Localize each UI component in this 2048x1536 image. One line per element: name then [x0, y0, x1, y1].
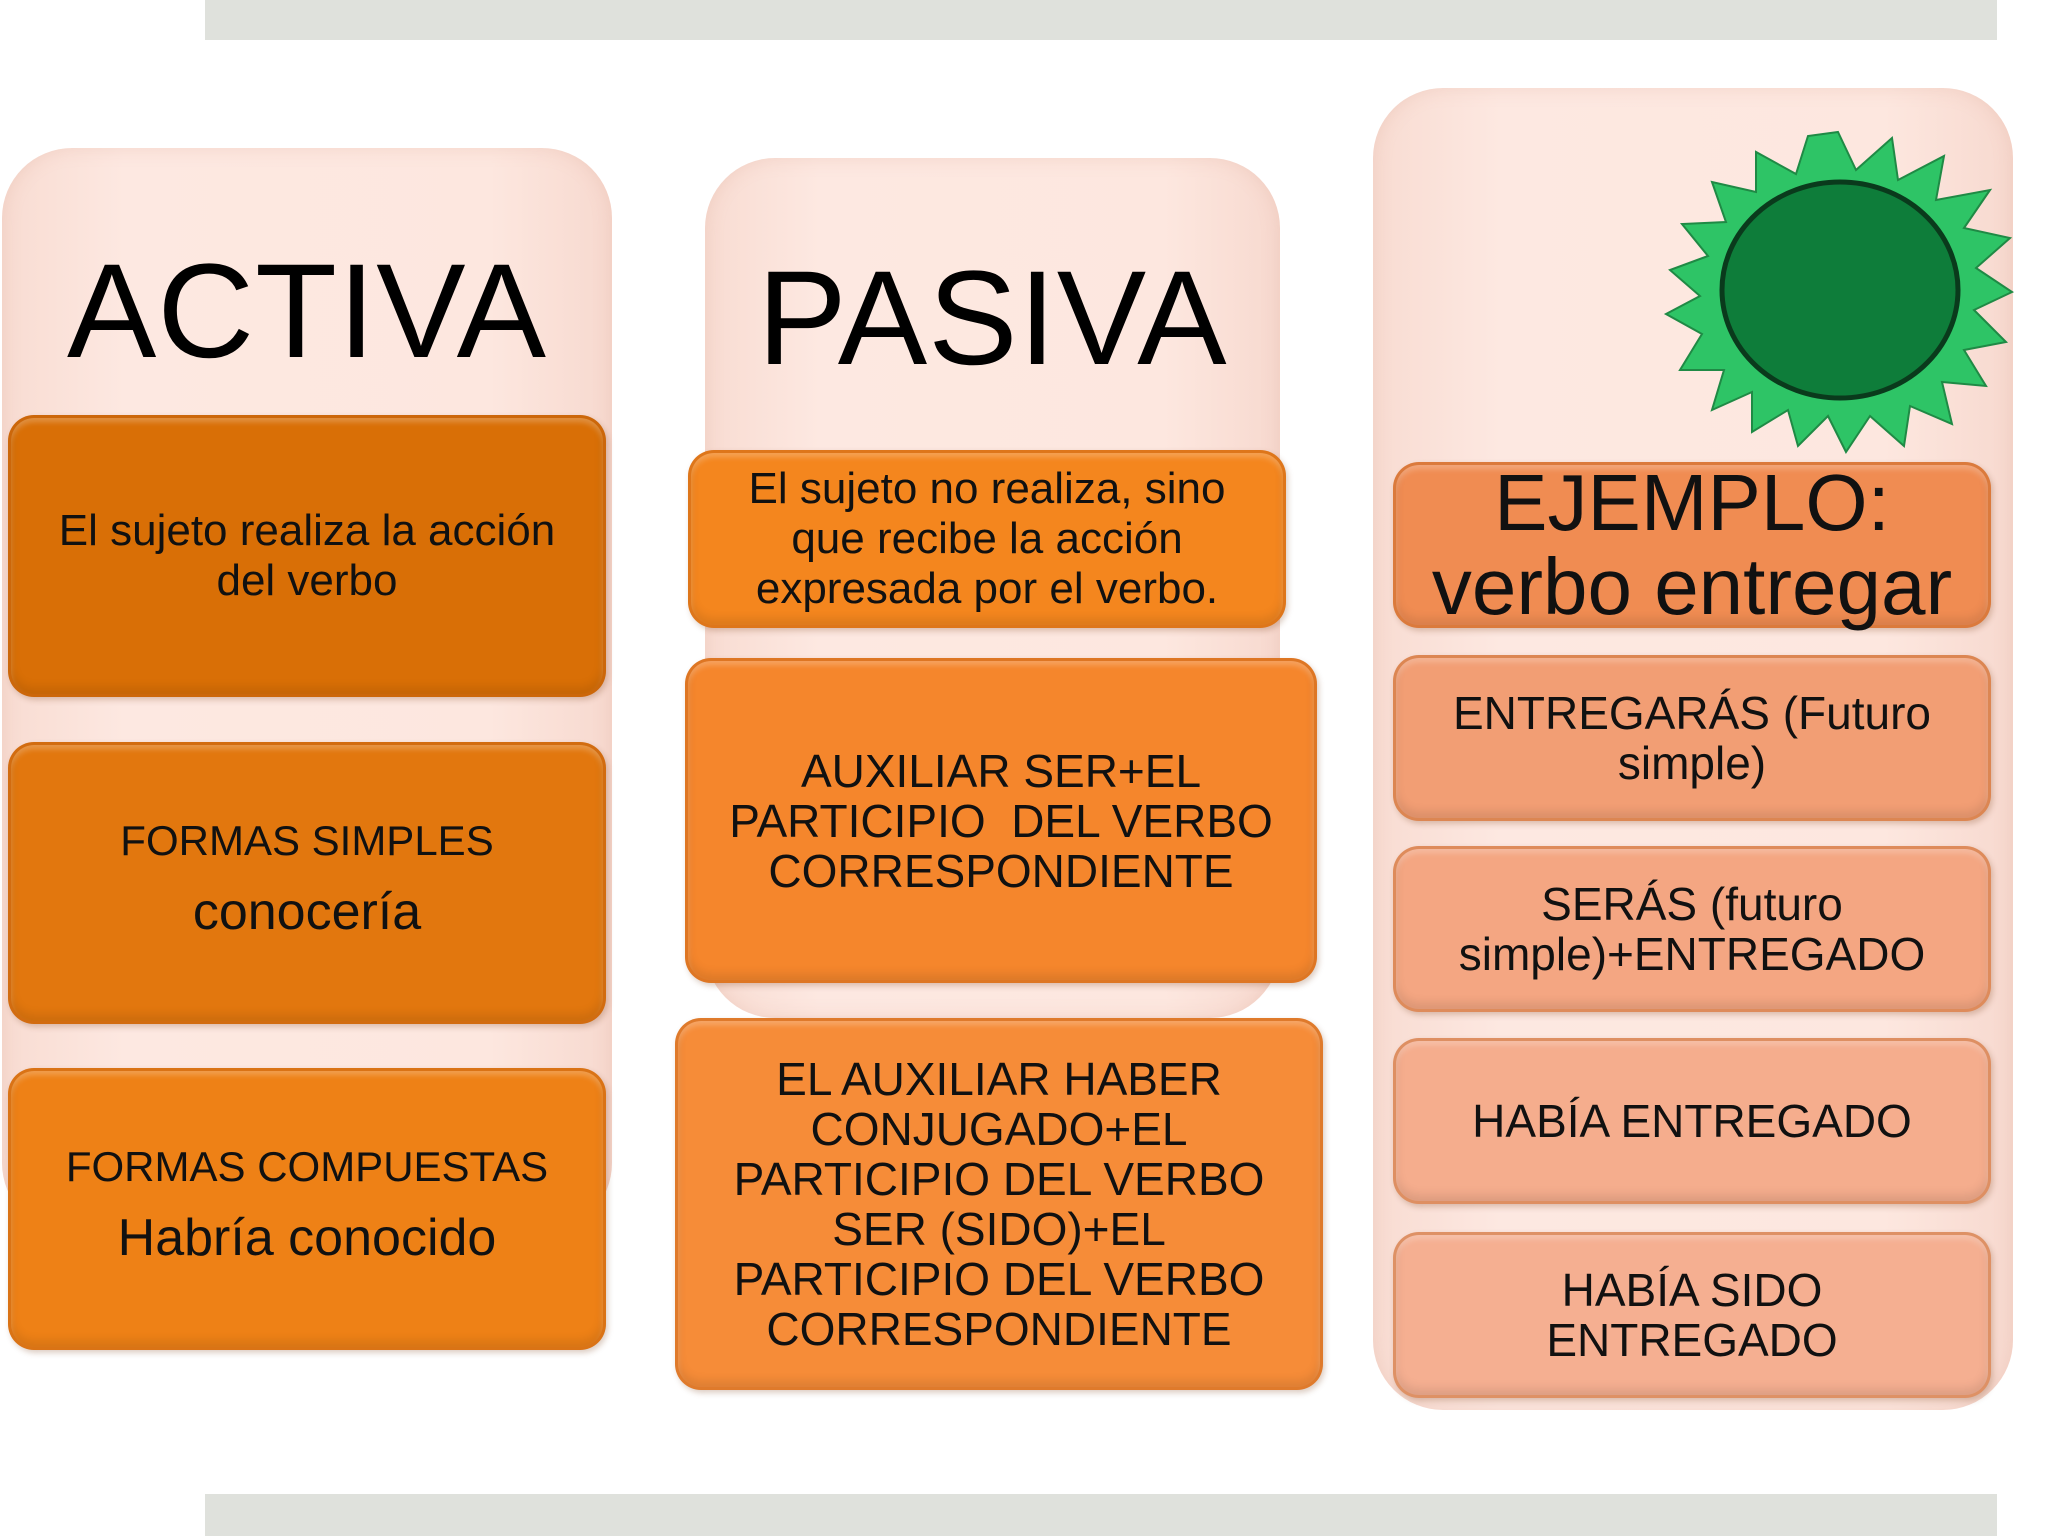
pasiva-simple-text: AUXILIAR SER+EL PARTICIPIO DEL VERBO CORRESPONDIENTE: [729, 744, 1286, 897]
ejemplo-item-2: [1393, 846, 1991, 1012]
pasiva-definition-box: [688, 450, 1286, 628]
pasiva-compuesta-box: [675, 1018, 1323, 1390]
ejemplo-item-1-text: ENTREGARÁS (Futuro simple): [1453, 687, 1931, 789]
green-sun-icon: [1660, 120, 2015, 455]
ejemplo-item-4: [1393, 1232, 1991, 1398]
sun-core: [1722, 182, 1958, 398]
activa-simple-example: conocería: [192, 883, 422, 941]
ejemplo-item-3: [1393, 1038, 1991, 1204]
pasiva-definition: El sujeto no realiza, sino que recibe la acción expresada por el verbo.: [748, 464, 1226, 613]
activa-compuesta-example: Habría conocido: [117, 1209, 497, 1267]
pasiva-compuesta-text: EL AUXILIAR HABER CONJUGADO+EL PARTICIPIO DEL VERBO SER (SIDO)+EL PARTICIPIO DEL VERBO CORRESPONDIENTE: [733, 1053, 1265, 1355]
ejemplo-title-box: [1393, 458, 1991, 631]
ejemplo-item-3-text: HABÍA ENTREGADO: [1472, 1095, 1912, 1147]
ejemplo-title-line1: EJEMPLO:: [1494, 458, 1890, 547]
pasiva-simple-box: [685, 658, 1317, 983]
activa-simple-label: FORMAS SIMPLES: [120, 817, 494, 864]
activa-compuesta-box: [8, 1068, 606, 1350]
top-band: [205, 0, 1997, 40]
activa-definition: El sujeto realiza la acción del verbo: [58, 506, 556, 605]
activa-definition-box: [8, 415, 606, 697]
ejemplo-item-2-text: SERÁS (futuro simple)+ENTREGADO: [1458, 878, 1926, 980]
ejemplo-title-line2: verbo entregar: [1431, 542, 1953, 631]
bottom-band: [205, 1494, 1997, 1536]
activa-simple-box: [8, 742, 606, 1024]
activa-heading: ACTIVA: [66, 237, 548, 386]
ejemplo-item-4-text: HABÍA SIDO ENTREGADO: [1546, 1264, 1838, 1366]
pasiva-heading: PASIVA: [757, 244, 1228, 393]
ejemplo-item-1: [1393, 655, 1991, 821]
activa-compuesta-label: FORMAS COMPUESTAS: [65, 1143, 549, 1190]
